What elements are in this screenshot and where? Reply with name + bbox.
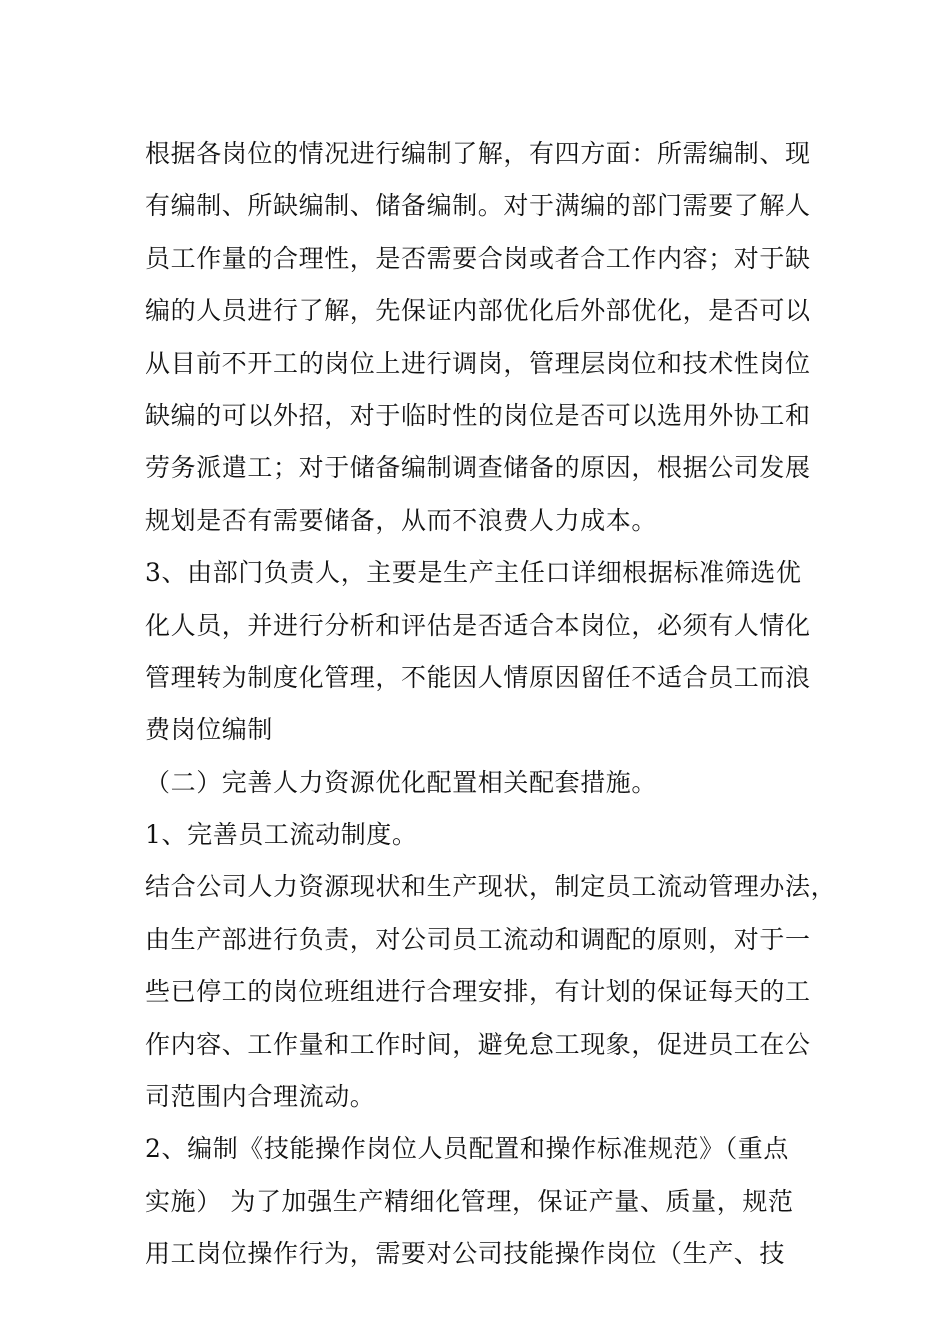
text-line: 化人员，并进行分析和评估是否适合本岗位，必须有人情化 xyxy=(145,610,811,640)
text-line: 员工作量的合理性，是否需要合岗或者合工作内容；对于缺 xyxy=(145,243,811,273)
text-line: 用工岗位操作行为，需要对公司技能操作岗位（生产、技 xyxy=(145,1239,786,1269)
subsection-heading: 1、完善员工流动制度。 xyxy=(145,820,418,850)
text-line: 由生产部进行负责，对公司员工流动和调配的原则，对于一 xyxy=(145,924,811,954)
text-line: 结合公司人力资源现状和生产现状，制定员工流动管理办法， xyxy=(145,872,837,902)
text-line: 实施） 为了加强生产精细化管理，保证产量、质量，规范 xyxy=(145,1186,794,1216)
text-line: 从目前不开工的岗位上进行调岗，管理层岗位和技术性岗位 xyxy=(145,348,811,378)
section-heading: （二）完善人力资源优化配置相关配套措施。 xyxy=(145,767,658,797)
text-line: 管理转为制度化管理，不能因人情原因留任不适合员工而浪 xyxy=(145,662,811,692)
text-line: 些已停工的岗位班组进行合理安排，有计划的保证每天的工 xyxy=(145,977,811,1007)
text-line: 缺编的可以外招，对于临时性的岗位是否可以选用外协工和 xyxy=(145,400,811,430)
text-line: 作内容、工作量和工作时间，避免怠工现象，促进员工在公 xyxy=(145,1029,811,1059)
subsection-heading: 2、编制《技能操作岗位人员配置和操作标准规范》（重点 xyxy=(145,1134,790,1164)
body-text xyxy=(145,128,837,1281)
text-line: 根据各岗位的情况进行编制了解，有四方面：所需编制、现 xyxy=(145,139,811,168)
text-line: 编的人员进行了解，先保证内部优化后外部优化，是否可以 xyxy=(145,296,811,326)
text-line: 司范围内合理流动。 xyxy=(145,1082,376,1112)
text-line: 费岗位编制 xyxy=(145,715,274,745)
text-line: 3、由部门负责人，主要是生产主任口详细根据标准筛选优 xyxy=(145,558,802,588)
text-line: 劳务派遣工；对于储备编制调查储备的原因，根据公司发展 xyxy=(145,453,811,483)
text-line: 有编制、所缺编制、储备编制。对于满编的部门需要了解人 xyxy=(145,191,811,221)
text-line: 规划是否有需要储备，从而不浪费人力成本。 xyxy=(145,505,658,535)
